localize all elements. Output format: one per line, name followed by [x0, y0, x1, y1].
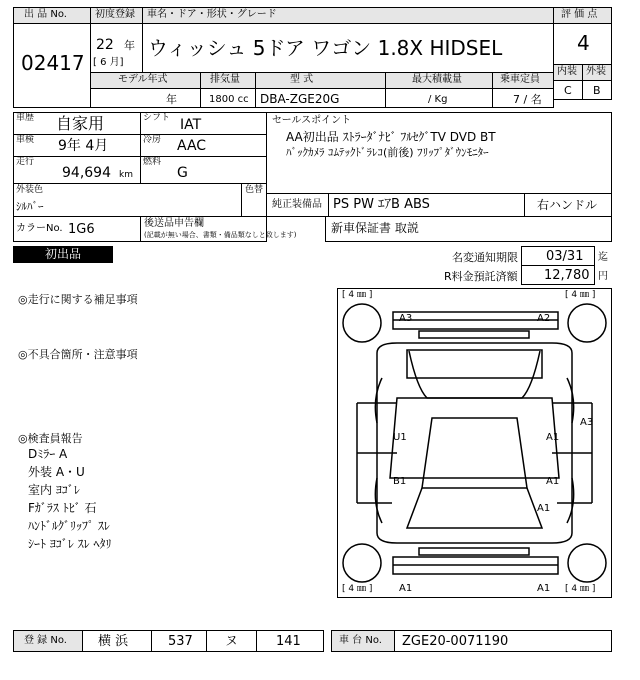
- interior-label: 内装: [557, 66, 577, 77]
- chassis-label: 車 台 No.: [339, 635, 382, 646]
- mark-rear-fender-right: A1: [537, 503, 551, 514]
- equipment-divider-1: [328, 193, 329, 217]
- ac: AAC: [177, 138, 207, 154]
- sales-points-label: セールスポイント: [272, 115, 352, 126]
- capacity-label: 乗車定員: [500, 74, 540, 85]
- score: 4: [577, 31, 590, 55]
- color-no: 1G6: [68, 222, 95, 237]
- defects-label: ◎不具合箇所・注意事項: [18, 348, 138, 361]
- model-year-label: モデル年式: [118, 74, 168, 85]
- ext-color: ｼﾙﾊﾞｰ: [16, 200, 44, 213]
- displacement: 1800 cc: [209, 94, 249, 105]
- inspection: 9年 4月: [58, 138, 109, 154]
- max-load-label: 最大積載量: [412, 74, 462, 85]
- mark-front-bumper-left: A3: [399, 313, 413, 324]
- repaint-label: 色替: [245, 185, 264, 195]
- equipment-divider-2: [524, 193, 525, 217]
- details-row-line-3: [13, 183, 267, 184]
- mark-door-front-right: A1: [546, 432, 560, 443]
- reg-area: 横 浜: [98, 634, 129, 649]
- displacement-label: 排気量: [210, 74, 240, 85]
- history: 自家用: [56, 114, 105, 133]
- equipment-label: 純正装備品: [272, 199, 322, 210]
- tire-tread-top-left: [ 4 ㎜ ]: [342, 290, 373, 300]
- sales-point-1: AA初出品 ｽﾄﾗｰﾀﾞﾅﾋﾞ ﾌﾙｾｸﾞTV DVD BT: [286, 130, 496, 144]
- inspector-line-5: ﾊﾝﾄﾞﾙｸﾞﾘｯﾌﾟ ｽﾚ: [28, 519, 110, 533]
- mark-door-rear-left: B1: [393, 476, 407, 487]
- color-no-label: カラーNo.: [16, 223, 63, 234]
- era-year: 22: [96, 37, 114, 53]
- first-reg-label: 初度登録: [95, 9, 135, 20]
- sales-point-2: ﾊﾞｯｸｶﾒﾗ ｺﾑﾃｯｸﾄﾞﾗﾚｺ(前後) ﾌﾘｯﾌﾟﾀﾞｳﾝﾓﾆﾀｰ: [286, 146, 489, 159]
- reg-kana: ヌ: [225, 634, 239, 649]
- tire-tread-bottom-right: [ 4 ㎜ ]: [565, 584, 596, 594]
- inspector-label: ◎検査員報告: [18, 432, 83, 445]
- reg-class: 537: [168, 634, 193, 649]
- inspector-line-4: Fｶﾞﾗｽ ﾄﾋﾞ 石: [28, 501, 97, 515]
- recycle-label: R料金預託済額: [444, 270, 518, 283]
- lot-no: 02417: [21, 51, 85, 75]
- score-label: 評 価 点: [561, 9, 598, 20]
- steering: 右ハンドル: [537, 198, 598, 212]
- inspector-line-3: 室内 ﾖｺﾞﾚ: [28, 483, 80, 497]
- mark-door-rear-right: A1: [546, 476, 560, 487]
- mark-rear-bumper-right: A1: [537, 583, 551, 594]
- recycle-unit: 円: [598, 271, 608, 282]
- details-col-line: [140, 112, 141, 183]
- mileage-label: 走行: [16, 157, 35, 167]
- recycle-value: 12,780: [544, 268, 590, 283]
- inspector-line-1: Dﾐﾗｰ A: [28, 447, 68, 461]
- reg-number: 141: [276, 634, 301, 649]
- reg-month: [ 6 月]: [93, 57, 124, 68]
- shift-label: シフト: [143, 113, 171, 123]
- inspector-line-6: ｼｰﾄ ﾖｺﾞﾚ ｽﾚ ﾍﾀﾘ: [28, 537, 112, 551]
- year-unit: 年: [124, 39, 135, 52]
- driving-remarks-label: ◎走行に関する補足事項: [18, 293, 138, 306]
- mileage-unit: km: [119, 170, 133, 180]
- reg-label: 登 録 No.: [24, 635, 67, 646]
- post-equip-label: 後送品申告欄: [144, 218, 204, 229]
- deadline-unit: 迄: [598, 252, 608, 263]
- first-listing-tag: 初出品: [13, 246, 113, 263]
- inspection-label: 車検: [16, 135, 35, 145]
- model-code: DBA-ZGE20G: [260, 92, 340, 106]
- deadline-label: 名変通知期限: [452, 251, 518, 264]
- mileage: 94,694: [62, 165, 111, 181]
- tire-tread-top-right: [ 4 ㎜ ]: [565, 290, 596, 300]
- tire-tread-bottom-left: [ 4 ㎜ ]: [342, 584, 373, 594]
- repaint-col-line: [241, 183, 242, 216]
- car-name-label: 車名・ドア・形状・グレード: [147, 9, 277, 20]
- exterior-grade: B: [593, 84, 601, 97]
- ac-label: 冷房: [143, 135, 162, 145]
- color-no-col-line: [140, 216, 141, 242]
- post-items: 新車保証書 取説: [331, 221, 419, 235]
- inspector-line-2: 外装 A・U: [28, 465, 85, 479]
- deadline-value: 03/31: [546, 249, 584, 264]
- fuel-label: 燃料: [143, 157, 162, 167]
- reg-divider-3: [256, 630, 257, 652]
- equipment: PS PW ｴｱB ABS: [333, 197, 430, 212]
- ext-color-label: 外装色: [16, 185, 44, 195]
- car-name: ウィッシュ 5ドア ワゴン 1.8X HIDSEL: [148, 36, 503, 60]
- interior-grade: C: [564, 84, 572, 97]
- mark-rear-bumper-left: A1: [399, 583, 413, 594]
- exterior-label: 外装: [586, 66, 606, 77]
- mark-door-front-left: U1: [393, 432, 407, 443]
- reg-divider-2: [206, 630, 207, 652]
- car-outline-diagram: [337, 288, 612, 598]
- lot-no-label: 出 品 No.: [24, 9, 67, 20]
- shift: IAT: [180, 117, 202, 133]
- fuel: G: [177, 165, 188, 181]
- mark-front-bumper-right: A2: [537, 313, 551, 324]
- history-label: 車歴: [16, 113, 35, 123]
- mark-side-upper-right: A3: [580, 417, 594, 428]
- post-equip-note: (記載が無い場合、書類・備品類なしと致します): [144, 231, 297, 239]
- chassis-no: ZGE20-0071190: [402, 634, 509, 649]
- type-label: 型 式: [290, 74, 314, 85]
- model-year-unit: 年: [166, 93, 177, 106]
- max-load: / Kg: [428, 94, 448, 105]
- capacity: 7 / 名: [513, 93, 542, 106]
- reg-divider-1: [151, 630, 152, 652]
